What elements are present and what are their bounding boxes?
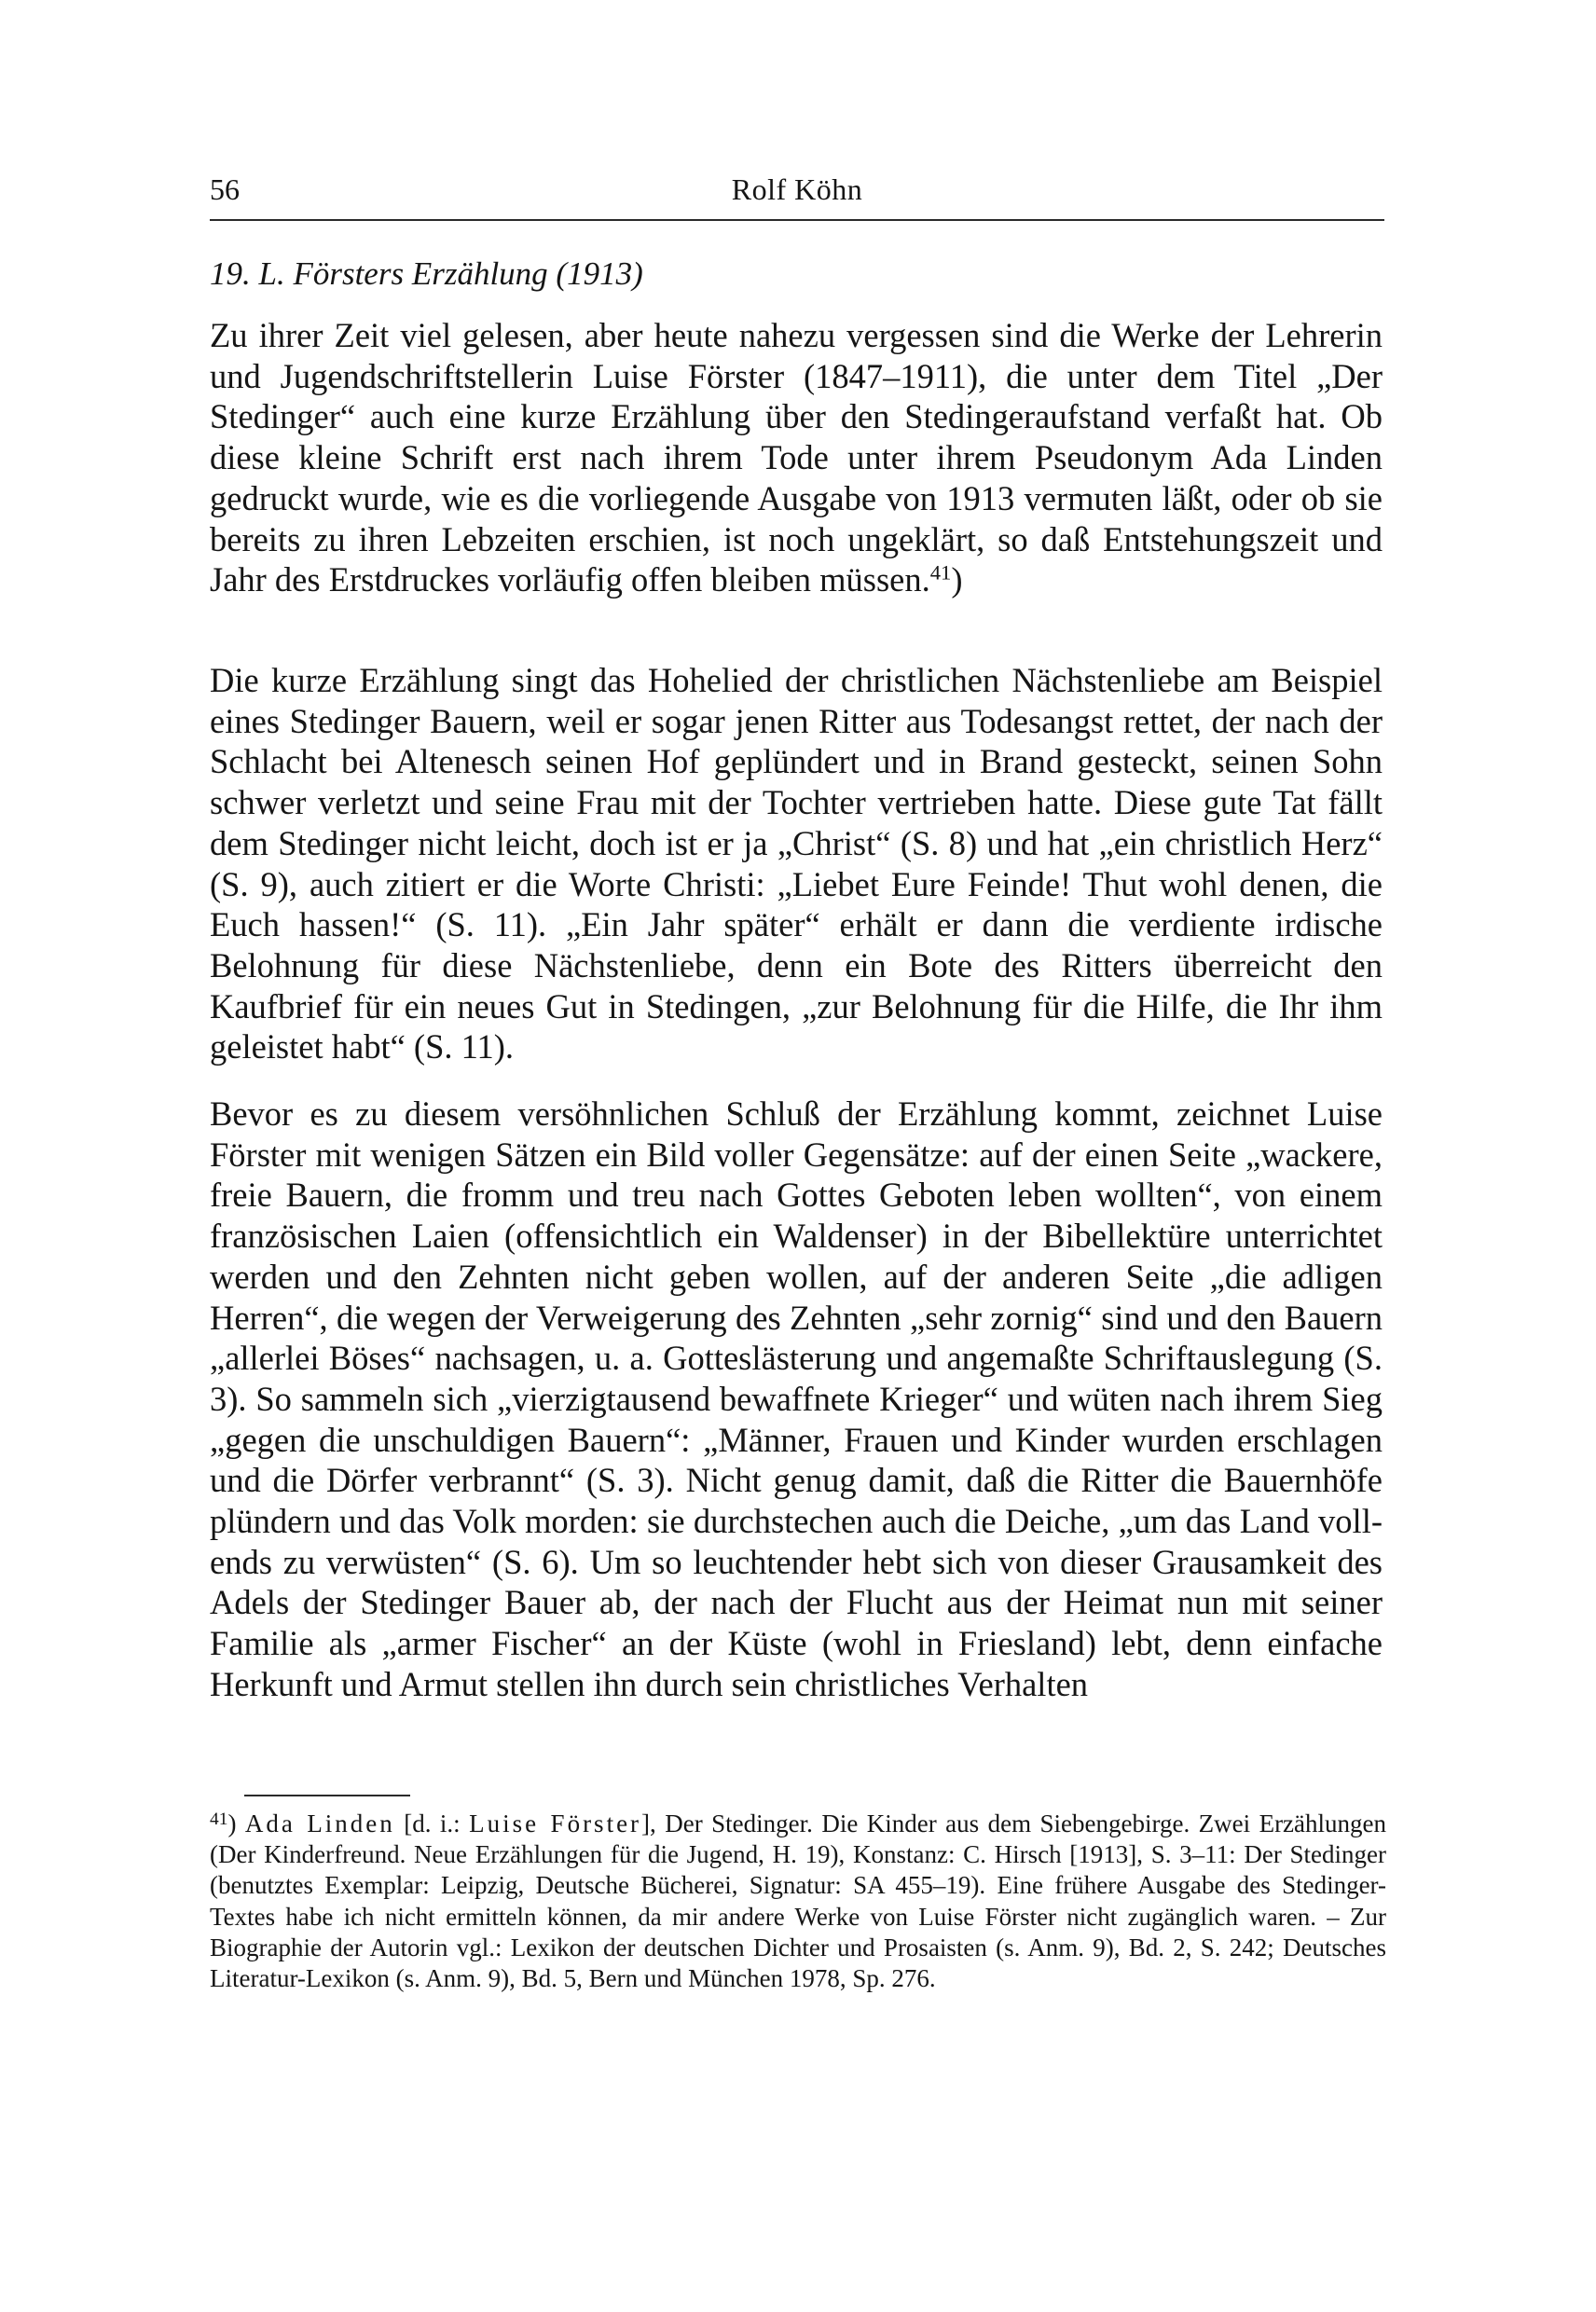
footnote-reference[interactable]: 41	[929, 560, 952, 585]
body-paragraph-1	[210, 315, 1383, 600]
footnote-mark-paren: )	[227, 1810, 237, 1837]
header-rule	[210, 219, 1384, 221]
footnote-mark: 41	[210, 1810, 228, 1830]
section-title: 19. L. Försters Erzählung (1913)	[210, 255, 643, 292]
footnote-bracket: [d. i.:	[404, 1810, 470, 1837]
footnote	[210, 1809, 1386, 1994]
footnote-author: Ada Linden	[244, 1810, 395, 1837]
footnote-real-name: Luise Förster	[469, 1810, 642, 1837]
running-head-author: Rolf Köhn	[731, 172, 863, 206]
body-paragraph-2: Die kurze Erzählung singt das Hohelied der christlichen Nächstenliebe am Beispiel eines Stedinger Bauern, weil er sogar jenen Ritter aus Todesangst rettet, der nach der Schlacht bei Altenesch seinen Hof geplündert und in Brand gesteckt, seinen Sohn schwer verletzt und seine Frau mit der Tochter vertrieben hatte. Diese gute Tat fällt dem Stedinger nicht leicht, doch ist er ja „Christ“ (S. 8) und hat „ein christlich Herz“ (S. 9), auch zitiert er die Worte Christi: „Liebet Eure Feinde! Thut wohl denen, die Euch hassen!“ (S. 11). „Ein Jahr später“ erhält er dann die verdiente irdische Belohnung für diese Nächstenliebe, denn ein Bote des Ritters überreicht den Kaufbrief für ein neues Gut in Stedingen, „zur Belohnung für die Hilfe, die Ihr ihm geleistet habt“ (S. 11).	[210, 661, 1383, 1067]
footnote-reference-paren: )	[951, 560, 963, 599]
body-paragraph-3: Bevor es zu diesem versöhnlichen Schluß der Erzählung kommt, zeichnet Luise Förster mit wenigen Sätzen ein Bild voller Gegensätze: auf der einen Seite „wackere, freie Bauern, die fromm und treu nach Gottes Geboten leben wollten“, von einem französischen Laien (offensichtlich ein Waldenser) in der Bibellektüre unterrichtet werden und den Zehnten nicht geben wollen, auf der anderen Seite „die adligen Herren“, die wegen der Verweigerung des Zehnten „sehr zornig“ sind und den Bauern „allerlei Böses“ nachsagen, u. a. Gotteslästerung und angemaßte Schriftauslegung (S. 3). So sammeln sich „vierzigtausend bewaffnete Krieger“ und wüten nach ihrem Sieg „gegen die unschuldigen Bauern“: „Männer, Frauen und Kinder wurden erschlagen und die Dörfer verbrannt“ (S. 3). Nicht genug damit, daß die Ritter die Bauernhöfe plündern und das Volk morden: sie durchstechen auch die Deiche, „um das Land vollends zu verwüsten“ (S. 6). Um so leuchtender hebt sich von dieser Grausamkeit des Adels der Stedinger Bauer ab, der nach der Flucht aus der Heimat nun mit seiner Familie als „armer Fischer“ an der Küste (wohl in Friesland) lebt, denn einfache Herkunft und Armut stellen ihn durch sein christliches Verhalten	[210, 1094, 1383, 1703]
footnote-rule	[244, 1795, 410, 1796]
footnote-text: ], Der Stedinger. Die Kinder aus dem Siebengebirge. Zwei Erzählungen (Der Kinderfreund. Neue Erzählungen für die Jugend, H. 19), Konstanz: C. Hirsch [1913], S. 3–11: Der Stedinger (benutztes Exemplar: Leipzig, Deutsche Bücherei, Signatur: SA 455–19). Eine frühere Ausgabe des Stedinger-Textes habe ich nicht ermitteln können, da mir andere Werke von Luise Förster nicht zugänglich waren. – Zur Biographie der Autorin vgl.: Lexikon der deutschen Dichter und Prosaisten (s. Anm. 9), Bd. 2, S. 242; Deutsches Literatur-Lexikon (s. Anm. 9), Bd. 5, Bern und München 1978, Sp. 276.	[210, 1810, 1387, 1993]
paragraph-text: Zu ihrer Zeit viel gelesen, aber heute nahezu vergessen sind die Werke der Lehrerin und Jugendschriftstellerin Luise Förster (1847–1911), die unter dem Titel „Der Stedinger“ auch eine kurze Erzählung über den Stedingeraufstand verfaßt hat. Ob diese kleine Schrift erst nach ihrem Tode unter ihrem Pseudonym Ada Linden gedruckt wurde, wie es die vorliegende Ausgabe von 1913 vermuten läßt, oder ob sie bereits zu ihren Lebzeiten erschien, ist noch ungeklärt, so daß Entstehungszeit und Jahr des Erstdruckes vorläufig offen bleiben müssen.	[210, 316, 1383, 599]
page-number: 56	[210, 172, 240, 206]
running-head	[210, 171, 1384, 212]
